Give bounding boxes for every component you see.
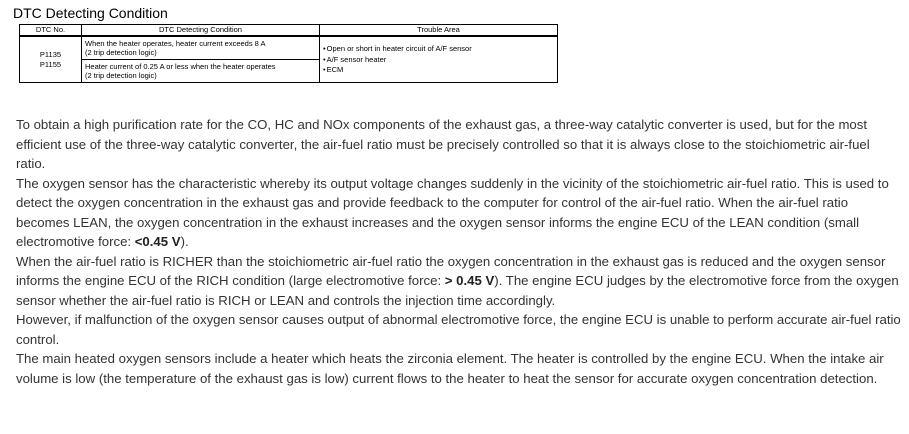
dtc-code: P1135	[39, 50, 62, 60]
dtc-code: P1155	[39, 59, 62, 69]
condition-text: When the heater operates, heater current exceeds 8 A	[85, 38, 266, 48]
voltage-threshold-rich: > 0.45 V	[444, 273, 495, 288]
header-detecting-condition: DTC Detecting Condition	[82, 25, 320, 37]
article-body	[16, 115, 901, 388]
dtc-codes-cell	[20, 36, 82, 83]
condition-cell	[82, 36, 320, 60]
trouble-area-cell	[320, 36, 558, 83]
paragraph: The oxygen sensor has the characteristic whereby its output voltage changes suddenly in the vicinity of the stoichiometric air-fuel ratio. This is used to detect the oxygen concentration in the exhaust gas and provide feedback to the computer for control of the air-fuel ratio. When the air-fuel ratio becomes LEAN, the oxygen concentration in the exhaust increases and the oxygen sensor informs the engine ECU of the LEAN condition (small electromotive force: <0.45 V).	[16, 175, 889, 249]
section-heading: DTC Detecting Condition	[13, 5, 168, 21]
paragraph: When the air-fuel ratio is RICHER than the stoichiometric air-fuel ratio the oxygen concentration in the exhaust gas is reduced and the oxygen sensor informs the engine ECU of the RICH condition (large electromotive force: > 0.45 V). The engine ECU judges by the electromotive force from the oxygen sensor whether the air-fuel ratio is RICH or LEAN and controls the injection time accordingly.	[16, 253, 899, 308]
condition-note: (2 trip detection logic)	[85, 71, 157, 80]
dtc-table	[19, 24, 558, 83]
voltage-threshold-lean: <0.45 V	[134, 234, 181, 249]
trouble-area-item: • ECM	[323, 65, 554, 74]
trouble-area-item: • Open or short in heater circuit of A/F sensor	[323, 44, 554, 53]
table-header-row	[20, 25, 558, 37]
condition-cell	[82, 60, 320, 83]
paragraph: To obtain a high purification rate for the CO, HC and NOx components of the exhaust gas, a three-way catalytic converter is used, but for the most efficient use of the three-way catalytic converter, the air-fuel ratio must be precisely controlled so that it is always close to the stoichiometric air-fuel ratio.	[16, 117, 870, 171]
paragraph: However, if malfunction of the oxygen sensor causes output of abnormal electromotive force, the engine ECU is unable to perform accurate air-fuel ratio control.	[16, 312, 901, 347]
condition-text: Heater current of 0.25 A or less when the heater operates	[85, 61, 276, 71]
header-dtc-no: DTC No.	[20, 25, 82, 37]
table-row	[20, 36, 558, 60]
header-trouble-area: Trouble Area	[320, 25, 558, 37]
trouble-area-item: • A/F sensor heater	[323, 55, 554, 64]
paragraph: The main heated oxygen sensors include a heater which heats the zirconia element. The heater is controlled by the engine ECU. When the intake air volume is low (the temperature of the exhaust gas is low) current flows to the heater to heat the sensor for accurate oxygen concentration detection.	[16, 351, 884, 386]
condition-note: (2 trip detection logic)	[85, 48, 157, 57]
